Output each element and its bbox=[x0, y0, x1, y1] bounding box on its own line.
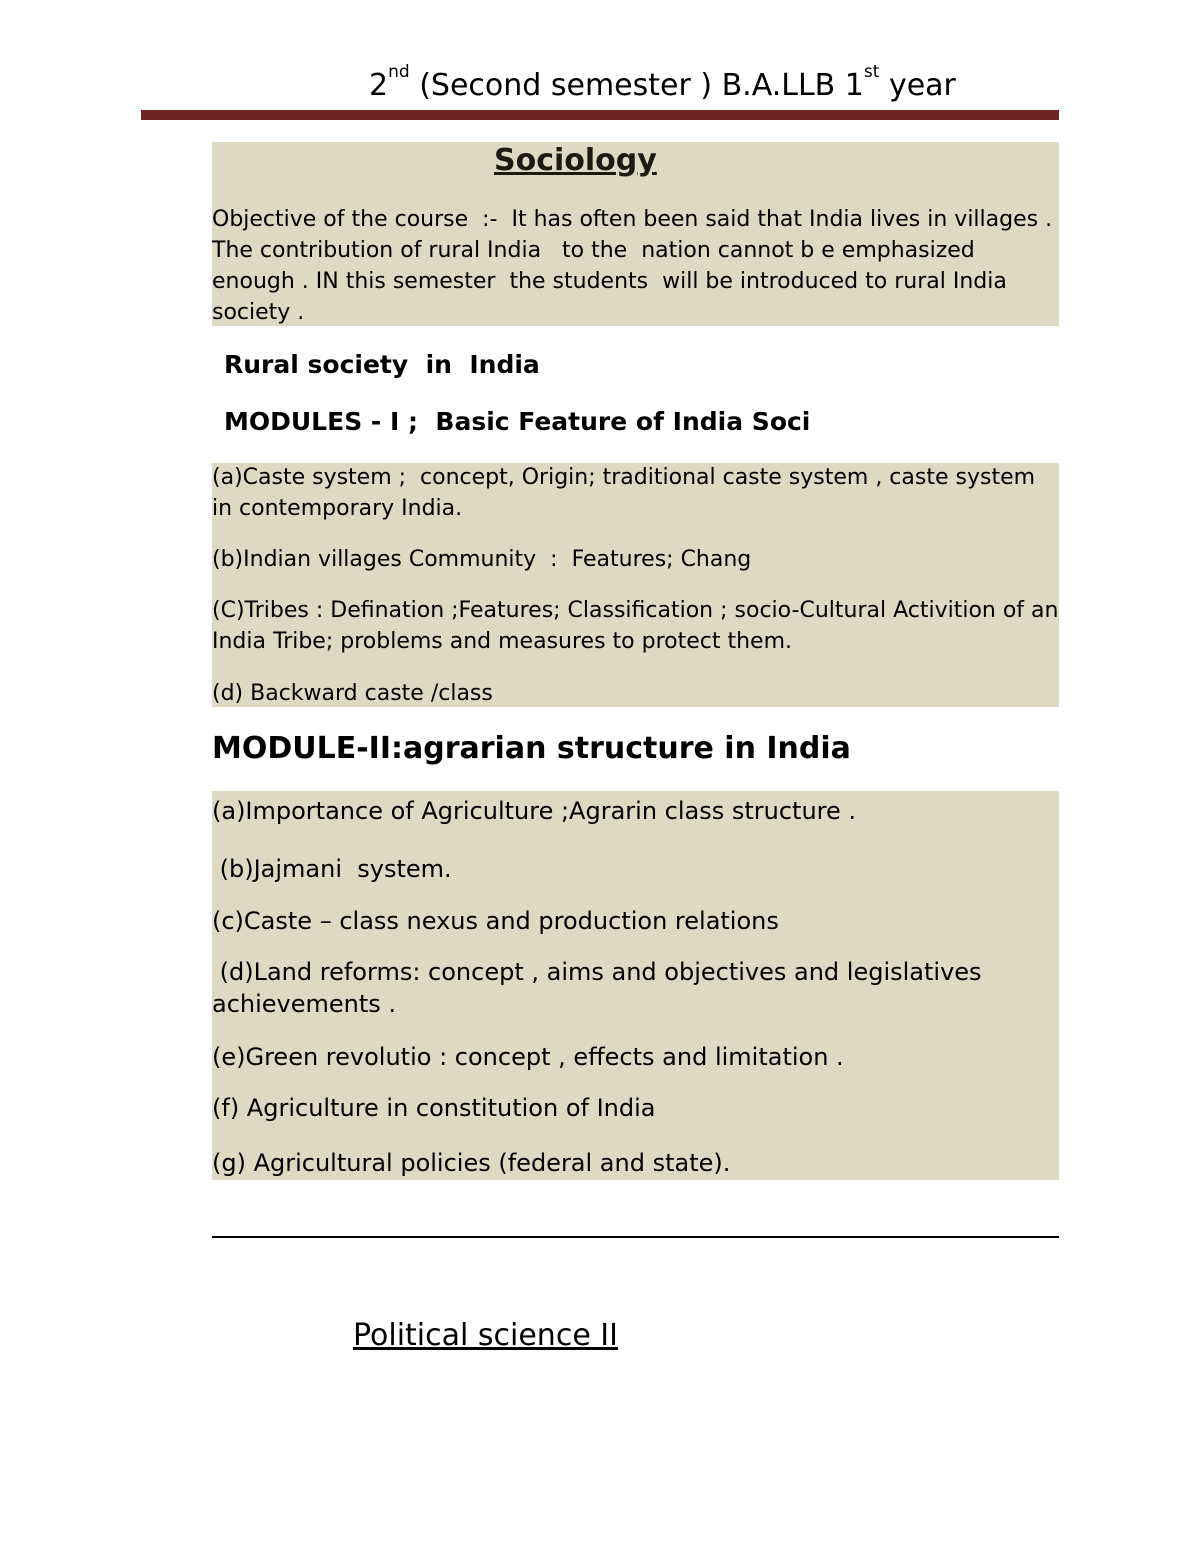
sociology-title: Sociology bbox=[494, 143, 657, 178]
module2-item-b: (b)Jajmani system. bbox=[212, 855, 452, 883]
political-science-heading: Political science II bbox=[353, 1318, 619, 1353]
module2-item-g: (g) Agricultural policies (federal and state). bbox=[212, 1149, 731, 1177]
module1-item-c: (C)Tribes : Defination ;Features; Classification ; socio-Cultural Activition of an India Tribe; problems and measures to protect them. bbox=[212, 598, 1066, 654]
module1-item-d: (d) Backward caste /class bbox=[212, 681, 493, 706]
header-sup-st: st bbox=[863, 62, 880, 82]
section-divider bbox=[212, 1236, 1059, 1238]
header-post: year bbox=[879, 68, 956, 103]
module2-item-a: (a)Importance of Agriculture ;Agrarin class structure . bbox=[212, 797, 857, 825]
module2-item-c: (c)Caste – class nexus and production relations bbox=[212, 907, 779, 935]
module1-heading: MODULES - I ; Basic Feature of India Soci bbox=[224, 407, 811, 436]
module2-heading: MODULE-II:agrarian structure in India bbox=[212, 731, 851, 766]
page-header bbox=[369, 62, 956, 103]
header-pre: 2 bbox=[369, 68, 389, 103]
header-sup-nd: nd bbox=[388, 62, 410, 82]
rural-society-heading: Rural society in India bbox=[224, 350, 540, 379]
course-objective: Objective of the course :- It has often been said that India lives in villages . The contribution of rural India to the nation cannot b e emphasized enough . IN this semester the students will be introduced to rural India society . bbox=[212, 207, 1060, 325]
header-rule bbox=[141, 110, 1059, 120]
header-mid: (Second semester ) B.A.LLB 1 bbox=[409, 68, 864, 103]
module1-item-a: (a)Caste system ; concept, Origin; traditional caste system , caste system in contemporary India. bbox=[212, 465, 1043, 521]
module1-item-b: (b)Indian villages Community : Features; Chang bbox=[212, 547, 752, 572]
module2-item-f: (f) Agriculture in constitution of India bbox=[212, 1094, 656, 1122]
module2-item-d: (d)Land reforms: concept , aims and objectives and legislatives achievements . bbox=[212, 958, 990, 1018]
module2-item-e: (e)Green revolutio : concept , effects and limitation . bbox=[212, 1043, 844, 1071]
